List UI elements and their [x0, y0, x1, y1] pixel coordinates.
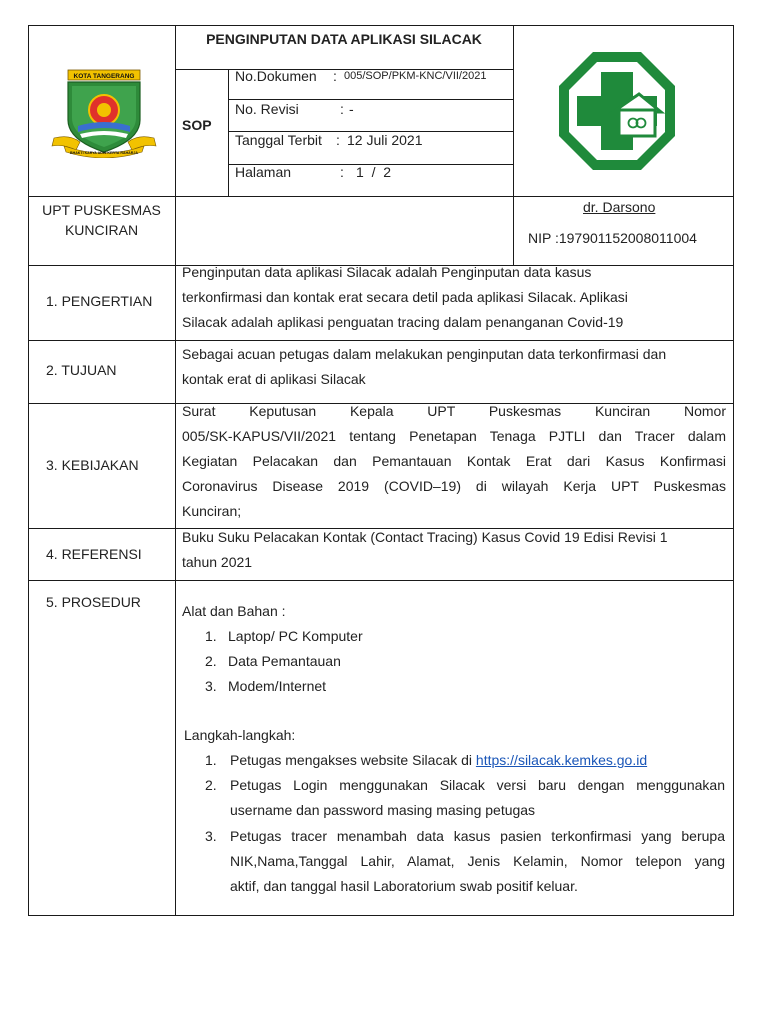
- step-3-num: 3.: [205, 828, 217, 844]
- page-label: Halaman: [235, 164, 292, 180]
- step-3-line-3: aktif, dan tanggal hasil Laboratorium swab positif keluar.: [230, 878, 578, 894]
- alat-item-1-num: 1.: [205, 628, 217, 644]
- step-1: [230, 748, 647, 773]
- signer-nip: NIP :197901152008011004: [528, 230, 697, 246]
- pengertian-line-3: Silacak adalah aplikasi penguatan tracing dalam penanganan Covid-19: [182, 314, 624, 330]
- pengertian-line-2: terkonfirmasi dan kontak erat secara detil pada aplikasi Silacak. Aplikasi: [182, 289, 628, 305]
- org-name-line1: UPT PUSKESMAS: [42, 202, 161, 218]
- doc-number-sep: :: [333, 68, 337, 84]
- step-1-num: 1.: [205, 752, 217, 768]
- referensi-line-1: Buku Suku Pelacakan Kontak (Contact Tracing) Kasus Covid 19 Edisi Revisi 1: [182, 529, 668, 545]
- doc-number-value: 005/SOP/PKM-KNC/VII/2021: [344, 70, 487, 82]
- kebijakan-line-4: Coronavirus Disease 2019 (COVID–19) di wilayah Kerja UPT Puskesmas: [182, 478, 726, 494]
- section-label-kebijakan: 3. KEBIJAKAN: [46, 457, 139, 473]
- sop-label: SOP: [182, 117, 212, 133]
- revision-label: No. Revisi: [235, 101, 299, 117]
- kebijakan-line-3: Kegiatan Pelacakan dan Pemantauan Kontak Erat dari Kasus Konfirmasi: [182, 453, 726, 469]
- page-value: 1 / 2: [356, 164, 392, 180]
- step-3-line-1: Petugas tracer menambah data kasus pasien terkonfirmasi yang berupa: [230, 828, 725, 844]
- alat-heading: Alat dan Bahan :: [182, 603, 286, 619]
- issue-date-value: 12 Juli 2021: [347, 132, 423, 148]
- org-name-line2: KUNCIRAN: [64, 222, 139, 238]
- alat-item-2-num: 2.: [205, 653, 217, 669]
- issue-date-sep: :: [336, 132, 340, 148]
- kota-tangerang-logo: [50, 68, 158, 158]
- tujuan-line-2: kontak erat di aplikasi Silacak: [182, 371, 366, 387]
- doc-number-label: No.Dokumen: [235, 68, 317, 84]
- pengertian-line-1: Penginputan data aplikasi Silacak adalah Penginputan data kasus: [182, 264, 592, 280]
- revision-sep: :: [340, 101, 344, 117]
- alat-item-1-text: Laptop/ PC Komputer: [228, 628, 363, 644]
- step-2-line-1: Petugas Login menggunakan Silacak versi baru dengan menggunakan: [230, 777, 725, 793]
- signer-name: dr. Darsono: [583, 199, 656, 215]
- revision-value: -: [349, 101, 354, 117]
- silacak-link[interactable]: https://silacak.kemkes.go.id: [475, 752, 648, 768]
- referensi-line-2: tahun 2021: [182, 554, 253, 570]
- document-title: PENGINPUTAN DATA APLIKASI SILACAK: [206, 31, 482, 47]
- puskesmas-logo: [557, 50, 677, 172]
- tujuan-line-1: Sebagai acuan petugas dalam melakukan penginputan data terkonfirmasi dan: [182, 346, 667, 362]
- alat-item-2-text: Data Pemantauan: [228, 653, 341, 669]
- svg-text:KOTA TANGERANG: KOTA TANGERANG: [73, 73, 135, 80]
- step-3-line-2: NIK,Nama,Tanggal Lahir, Alamat, Jenis Kelamin, Nomor telepon yang: [230, 853, 725, 869]
- section-label-prosedur: 5. PROSEDUR: [46, 594, 141, 610]
- kebijakan-line-1: Surat Keputusan Kepala UPT Puskesmas Kunciran Nomor: [182, 403, 726, 419]
- kebijakan-line-2: 005/SK-KAPUS/VII/2021 tentang Penetapan Tenaga PJTLI dan Tracer dalam: [182, 428, 726, 444]
- section-label-pengertian: 1. PENGERTIAN: [46, 293, 153, 309]
- step-2-line-2: username dan password masing masing petugas: [230, 802, 536, 818]
- section-label-referensi: 4. REFERENSI: [46, 546, 142, 562]
- svg-text:BHAKTI KARYA ADHI KERTA RAHARJ: BHAKTI KARYA ADHI KERTA RAHARJA: [70, 151, 138, 155]
- alat-item-3-num: 3.: [205, 678, 217, 694]
- step-2-num: 2.: [205, 777, 217, 793]
- step-1-text: Petugas mengakses website Silacak di: [230, 752, 476, 768]
- kebijakan-line-5: Kunciran;: [182, 503, 242, 519]
- org-name: [28, 200, 175, 240]
- page-sep: :: [340, 164, 344, 180]
- langkah-heading: Langkah-langkah:: [184, 727, 296, 743]
- alat-item-3-text: Modem/Internet: [228, 678, 327, 694]
- section-label-tujuan: 2. TUJUAN: [46, 362, 117, 378]
- issue-date-label: Tanggal Terbit: [235, 132, 322, 148]
